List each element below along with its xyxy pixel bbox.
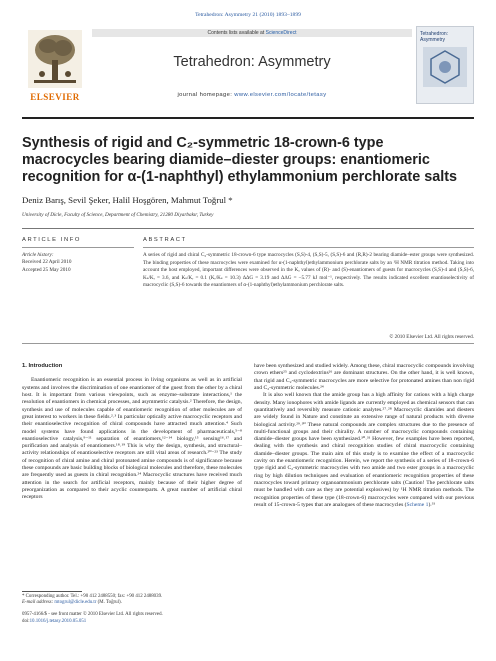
journal-citation[interactable]: Tetrahedron: Asymmetry 21 (2010) 1893–1899 <box>195 12 301 18</box>
contents-band <box>92 29 412 37</box>
journal-header <box>22 24 474 116</box>
cover-art-icon <box>423 47 467 87</box>
abstract-copyright: © 2010 Elsevier Ltd. All rights reserved. <box>389 334 474 340</box>
article-title: Synthesis of rigid and C₂-symmetric 18-crown-6 type macrocycles bearing diamide–diester groups: enantiomeric recognition for α-(1-naphthyl) ethylammonium perchlorate salts <box>22 135 458 185</box>
publisher-name: ELSEVIER <box>30 92 80 102</box>
footnote-email-line <box>22 600 162 606</box>
sciencedirect-link[interactable]: ScienceDirect <box>265 30 297 36</box>
abstract-end-rule <box>22 343 474 344</box>
author-affiliation: University of Dicle, Faculty of Science, Department of Chemistry, 21280 Diyarbakır, Turkey <box>22 212 214 218</box>
doi-prefix: doi: <box>22 618 30 624</box>
intro-paragraph-2 <box>254 392 474 509</box>
corresponding-author-footnote <box>22 594 162 607</box>
accepted-date: Accepted 25 May 2010 <box>22 266 71 273</box>
article-history <box>22 252 71 274</box>
email-suffix: (M. Toğrul). <box>96 600 122 606</box>
journal-homepage <box>92 92 412 98</box>
journal-cover-thumbnail[interactable] <box>416 26 474 104</box>
homepage-link[interactable]: www.elsevier.com/locate/tetasy <box>234 92 327 98</box>
elsevier-tree-icon <box>28 30 82 88</box>
intro-paragraph-text: It is also well known that the amide group has a high affinity for cations with a high charge density. Many ionophores with amide ligands are currently employed as chemical sensors that can quantitatively and reversibly measure cationic analytes.²⁷˒²⁸ Macrocyclic diamides and diesters are widely found in Nature and constitute an extensive range of natural products with diverse biological activity.²⁹˒³⁰ These natural compounds are complex structures due to the presence of multi-functional groups and their chirality. A number of macrocyclic compounds containing diamide–diester groups have been synthesized.³⁰˒³¹ However, few examples have been reported, dealing with the synthesis and chiral recognition studies of chiral macrocyclic containing diamide–diester groups. The main aim of this study is to examine the effect of a macrocyclic cavity on the enantiomeric recognition. Herein, we report the synthesis of a series of 18-crown-6 type rigid and C₂-symmetric macrocycles with two amide and two ester groups in a macrocyclic ring by high dilution techniques and evaluation of enantiomeric recognition properties of these macrocycles toward primary organoammonium perchlorate salts (Caution! The perchlorate salts must be handled with care as they are potential explosives) by ¹H NMR titration methods. The recognition properties of these type (18-crown-6) macrocycles were compared with our previous result of 15-crown-5 types that are analogues of these macrocycles ( <box>254 392 474 508</box>
article-info-rule <box>22 247 134 248</box>
email-link[interactable]: mtogrul@dicle.edu.tr <box>54 600 97 606</box>
abstract-heading: ABSTRACT <box>143 237 187 243</box>
email-label: E-mail address: <box>22 600 55 606</box>
introduction-heading: 1. Introduction <box>22 363 63 369</box>
abstract-text: A series of rigid and chiral C₂-symmetric 18-crown-6 type macrocycles (S,S)-4, (S,S)-5, (S,S)-6 and (R,R)-2 bearing diamide–ester groups were synthesized. The binding properties of these macrocycles were examined for α-(1-naphthyl)ethylammonium perchlorate salts by an ¹H NMR titration method. Taking into account the host employed, important differences were observed in the Kₐ values of (R)- and (S)-enantiomers of guests for macrocycles (S,S)-4 and (S,S)-6, Kₛ/Kᵣ = 3.6, and Kₛ/Kᵣ = 0.1 (Kᵣ/Kₛ = 10.3) ΔΔG = 3.19 and ΔΔG = −5.77 kJ mol⁻¹, respectively. The results indicated excellent enantioselectivity of macrocyclic (S,S)-6 towards the enantiomers of α-(1-naphthyl)ethylammonium perchlorate salts. <box>143 252 474 289</box>
footnote-contact: * Corresponding author. Tel.: +90 412 2488550; fax: +90 412 2488039. <box>22 594 163 599</box>
footnote-rule <box>22 591 82 592</box>
contents-prefix: Contents lists available at <box>207 30 266 36</box>
doi-link[interactable]: 10.1016/j.tetasy.2010.05.051 <box>29 618 87 624</box>
issn-line: 0957-4166/$ - see front matter © 2010 Elsevier Ltd. All rights reserved. <box>22 612 163 617</box>
article-authors[interactable]: Deniz Barış, Sevil Şeker, Halil Hoşgören, Mahmut Toğrul * <box>22 195 233 205</box>
front-matter-info <box>22 612 163 625</box>
intro-paragraph-tail: ).³¹ <box>428 501 436 508</box>
elsevier-logo[interactable] <box>22 26 88 104</box>
homepage-prefix: journal homepage: <box>177 92 235 98</box>
intro-paragraph: Enantiomeric recognition is an essential process in living organisms as well as in artificial systems and involves the discrimination of one enantiomer of the guest from the other by a chiral host. It is important from various viewpoints, such as enzyme–substrate interactions,¹ the resolution of enantiomers in chemical processes, and asymmetric catalysis.² Therefore, the design, synthesis and use of molecules capable of enantiomeric recognition of other molecules are of great interest to workers in these fields.²˒³ In particular optically active macrocyclic receptors and their enantioselective recognition of chiral compounds have attracted much attention.⁴ Such model systems have found applications in the development of pharmaceuticals,⁵⁻⁸ enantioselective catalysis,⁹⁻¹¹ separation of enantiomers,¹²⁻¹⁴ biology,¹⁵ sensing¹⁶˒¹⁷ and purification and analysis of enantiomers.¹⁸˒¹⁹ This is why the design, synthesis, and structural–activity relationships of enantioselective receptors are still vital areas of research.²⁰⁻²³ The study of recognition of chiral amine and chiral protonated amine compounds is of significance because these compounds are basic building blocks of biological molecules and therefore, these molecules are frequently used as guests in chiral recognition.²⁴ Macrocyclic structures have received much attention in the search for artificial receptors, mainly because of their higher degree of preorganization as compared to their acyclic counterparts. A great number of artificial chiral receptors <box>22 377 242 501</box>
doi-line <box>22 619 163 626</box>
title-rule <box>22 228 474 229</box>
cover-title: Tetrahedron: Asymmetry <box>420 31 449 43</box>
received-date: Received 22 April 2010 <box>22 259 72 266</box>
intro-paragraph: have been synthesized and studied widely. Among these, chiral macrocyclic compounds involving crown ethers²⁵ and cyclodextrins²⁶ are dominant structures. On the other hand, it is well known, that rigid and C₂-symmetric macrocycles are more selective for protonated amines than non rigid and C₂-symmetric molecules.²⁴ <box>254 363 474 391</box>
article-info-heading: ARTICLE INFO <box>22 237 82 243</box>
body-column-left <box>22 363 242 502</box>
body-column-right <box>254 363 474 509</box>
header-rule <box>22 117 474 119</box>
scheme-1-link[interactable]: Scheme 1 <box>406 501 429 508</box>
abstract-rule <box>143 247 474 248</box>
history-label: Article history: <box>22 252 54 258</box>
journal-title: Tetrahedron: Asymmetry <box>173 54 331 70</box>
